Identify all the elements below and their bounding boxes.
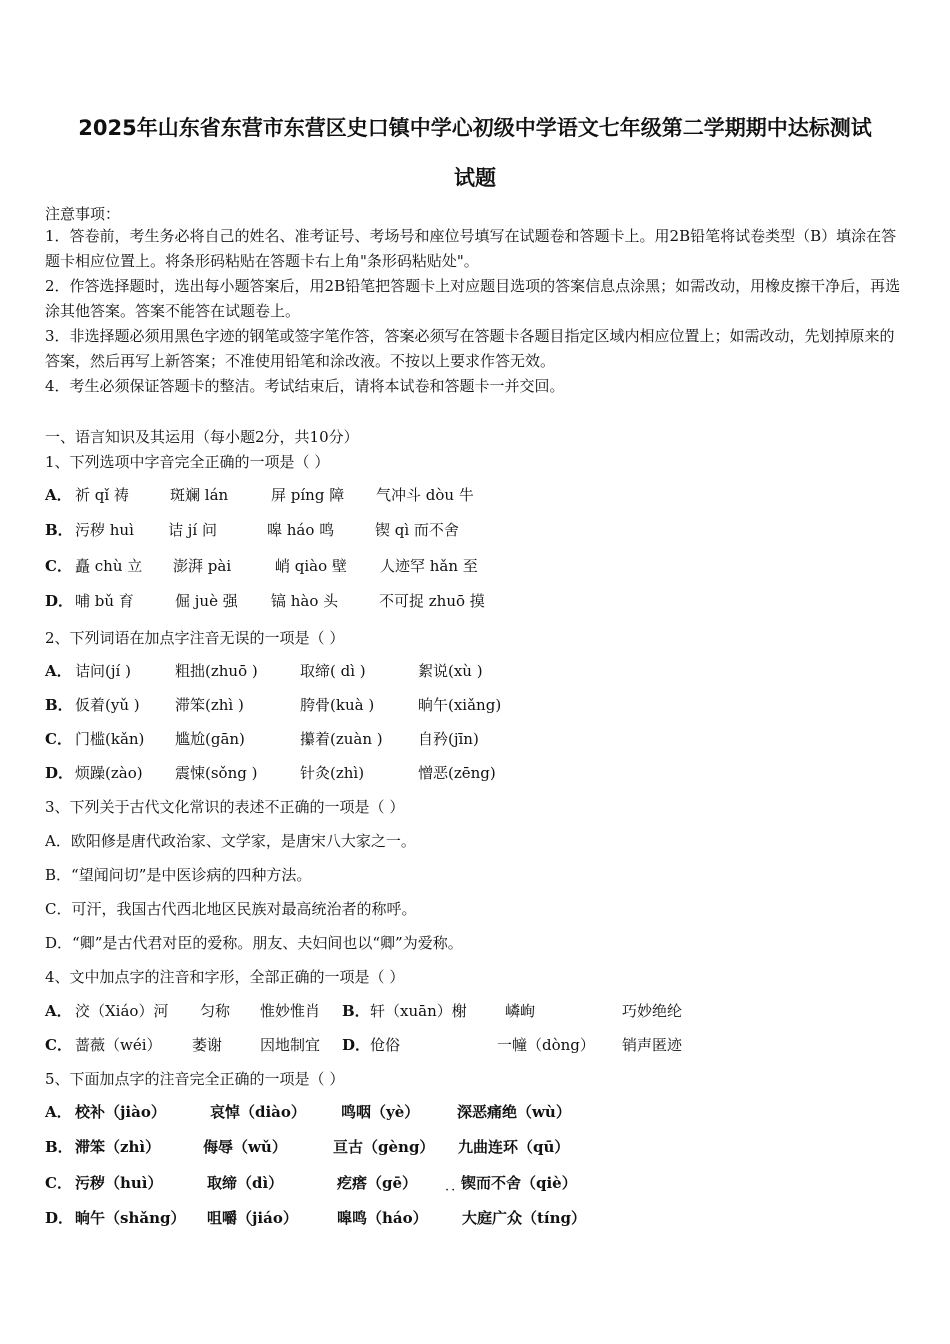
option-label: B． — [45, 521, 73, 539]
section-heading: 一、语言知识及其运用（每小题2分，共10分） — [45, 428, 359, 446]
option-item: 烦躁(zào) — [75, 764, 143, 782]
notice-heading: 注意事项： — [45, 205, 121, 223]
option-item: 伧俗 — [370, 1036, 401, 1054]
option-item: 门槛(kǎn) — [75, 730, 145, 748]
option-item: 匀称 — [200, 1002, 231, 1020]
option-item: 震悚(sǒng ) — [175, 764, 258, 782]
option-label: B． — [45, 696, 73, 714]
option-item: 一幢（dòng） — [497, 1036, 595, 1054]
option-item: 矗 chù 立 — [75, 557, 143, 575]
option-item: 锲而不舍（qiè） — [461, 1174, 577, 1192]
option-item: 取缔（dì） — [207, 1174, 284, 1192]
option-item: 咀嚼（jiáo） — [207, 1209, 298, 1227]
option-item: 鸣咽（yè） — [341, 1103, 420, 1121]
option-label: C． — [45, 1036, 72, 1054]
option-item: 巧妙绝纶 — [622, 1002, 683, 1020]
option-label: B． — [45, 1138, 73, 1156]
option-item: 人迹罕 hǎn 至 — [380, 557, 478, 575]
option-item: 疙瘩（gē） — [337, 1174, 418, 1192]
option-label: A． — [45, 1002, 72, 1020]
option-item: 峭 qiào 壁 — [275, 557, 347, 575]
option-label: D． — [342, 1036, 371, 1054]
option-item: 诘问(jí ) — [75, 662, 131, 680]
option-item: 亘古（gèng） — [333, 1138, 435, 1156]
option-item: 惟妙惟肖 — [260, 1002, 321, 1020]
notice-item-4: 4．考生必须保证答题卡的整洁。考试结束后，请将本试卷和答题卡一并交回。 — [45, 377, 565, 395]
option-item: 洨（Xiáo）河 — [75, 1002, 169, 1020]
option-label: B． — [342, 1002, 370, 1020]
option-item: 攥着(zuàn ) — [300, 730, 383, 748]
option-label: A． — [45, 662, 72, 680]
option-label: A． — [45, 1103, 72, 1121]
notice-item-3: 3．非选择题必须用黑色字迹的钢笔或签字笔作答，答案必须写在答题卡各题目指定区域内相应位置上；如需改动，先划掉原来的答案，然后再写上新答案；不准使用铅笔和涂改液。不按以上要求作答无效。 — [45, 327, 895, 370]
option-item: 针灸(zhì) — [300, 764, 365, 782]
option-item: 污秽（huì） — [75, 1174, 163, 1192]
option-item: 因地制宜 — [260, 1036, 321, 1054]
option-label: C． — [45, 1174, 72, 1192]
option-item: 诘 jí 问 — [168, 521, 217, 539]
option-item: 嶙峋 — [505, 1002, 536, 1020]
option-item: 自矜(jīn) — [418, 730, 479, 748]
option-item: 哀悼（diào） — [210, 1103, 306, 1121]
option-item: 锲 qì 而不舍 — [375, 521, 459, 539]
option-item: 憎恶(zēng) — [418, 764, 496, 782]
q5-stem: 5、下面加点字的注音完全正确的一项是（ ） — [45, 1070, 345, 1088]
option-item: 屏 píng 障 — [271, 486, 345, 504]
option-item: 嗥鸣（háo） — [337, 1209, 428, 1227]
option-item: 轩（xuān）榭 — [370, 1002, 467, 1020]
option-item: 滞笨(zhì ) — [175, 696, 244, 714]
option-item: 深恶痛绝（wù） — [457, 1103, 571, 1121]
option-item: 哺 bǔ 育 — [75, 592, 134, 610]
option-label: C． — [45, 730, 72, 748]
option-item: 嗥 háo 鸣 — [267, 521, 335, 539]
option-item: 斑斓 lán — [170, 486, 229, 504]
option-label: D． — [45, 764, 74, 782]
exam-title-line2: 试题 — [454, 166, 496, 190]
option-item: 滞笨（zhì） — [75, 1138, 161, 1156]
q3-option-b: B．“望闻问切”是中医诊病的四种方法。 — [45, 866, 312, 884]
q3-option-d: D．“卿”是古代君对臣的爱称。朋友、夫妇间也以“卿”为爱称。 — [45, 934, 463, 952]
option-item: 晌午(xiǎng) — [418, 696, 502, 714]
option-item: 倔 juè 强 — [175, 592, 238, 610]
option-label: D． — [45, 592, 74, 610]
exam-title-line1: 2025年山东省东营市东营区史口镇中学心初级中学语文七年级第二学期期中达标测试 — [78, 116, 872, 140]
option-item: 污秽 huì — [75, 521, 134, 539]
option-item: 镐 hào 头 — [271, 592, 339, 610]
option-item: 絮说(xù ) — [418, 662, 483, 680]
option-item: 晌午（shǎng） — [75, 1209, 186, 1227]
option-label: C． — [45, 557, 72, 575]
option-item: 大庭广众（tíng） — [462, 1209, 587, 1227]
option-item: 祈 qǐ 祷 — [75, 486, 129, 504]
option-item: 蔷薇（wéi） — [75, 1036, 162, 1054]
option-label: D． — [45, 1209, 74, 1227]
option-label: A． — [45, 486, 72, 504]
option-item: 萎谢 — [192, 1036, 223, 1054]
option-item: 侮辱（wǔ） — [203, 1138, 287, 1156]
option-item: 九曲连环（qū） — [458, 1138, 570, 1156]
notice-item-1: 1．答卷前，考生务必将自己的姓名、准考证号、考场号和座位号填写在试题卷和答题卡上。用2B铅笔将试卷类型（B）填涂在答题卡相应位置上。将条形码粘贴在答题卡右上角"条形码粘贴处"。 — [45, 227, 897, 270]
emphasis-dots: ·· — [445, 1183, 458, 1198]
option-item: 仮着(yǔ ) — [75, 696, 140, 714]
option-item: 粗拙(zhuō ) — [175, 662, 258, 680]
q2-stem: 2、下列词语在加点字注音无误的一项是（ ） — [45, 629, 345, 647]
option-item: 不可捉 zhuō 摸 — [379, 592, 485, 610]
q4-stem: 4、文中加点字的注音和字形，全部正确的一项是（ ） — [45, 968, 405, 986]
option-item: 取缔( dì ) — [300, 662, 366, 680]
option-item: 校补（jiào） — [75, 1103, 166, 1121]
q3-option-c: C．可汗，我国古代西北地区民族对最高统治者的称呼。 — [45, 900, 417, 918]
option-item: 销声匿迹 — [622, 1036, 683, 1054]
option-item: 澎湃 pài — [173, 557, 232, 575]
q3-option-a: A．欧阳修是唐代政治家、文学家，是唐宋八大家之一。 — [45, 832, 416, 850]
q3-stem: 3、下列关于古代文化常识的表述不正确的一项是（ ） — [45, 798, 405, 816]
option-item: 尴尬(gān) — [175, 730, 245, 748]
notice-item-2: 2．作答选择题时，选出每小题答案后，用2B铅笔把答题卡上对应题目选项的答案信息点涂黑；如需改动，用橡皮擦干净后，再选涂其他答案。答案不能答在试题卷上。 — [45, 277, 901, 320]
option-item: 气冲斗 dòu 牛 — [376, 486, 474, 504]
q1-stem: 1、下列选项中字音完全正确的一项是（ ） — [45, 453, 330, 471]
option-item: 胯骨(kuà ) — [300, 696, 375, 714]
